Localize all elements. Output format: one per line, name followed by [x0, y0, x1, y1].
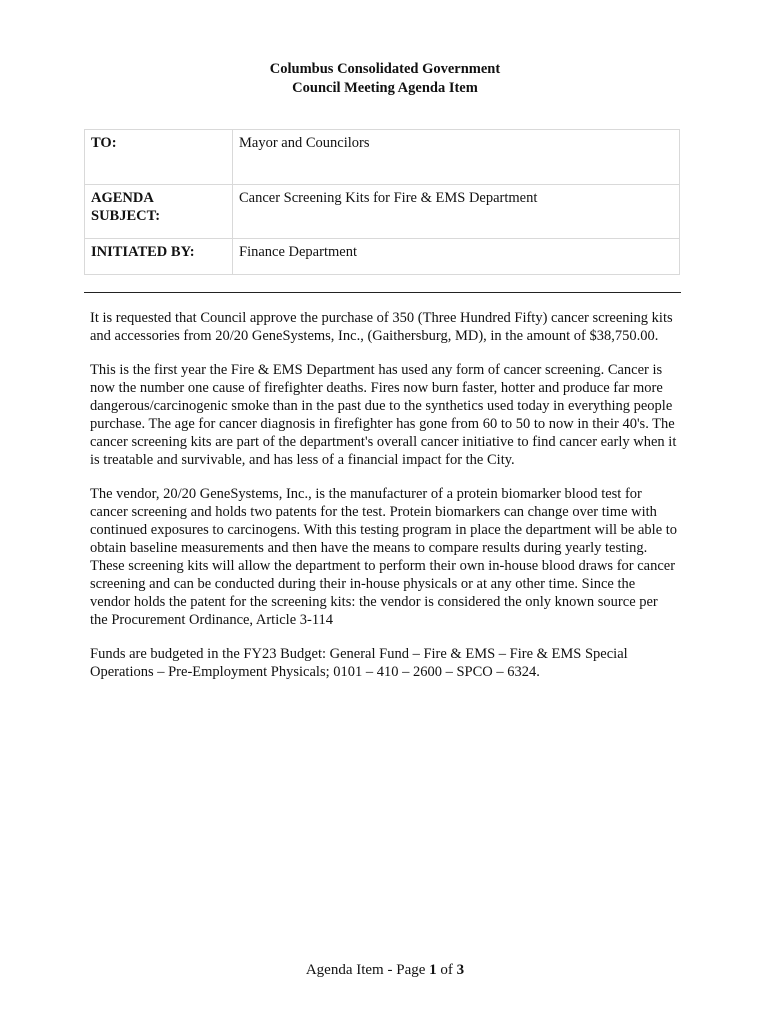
initiated-by-value: Finance Department: [239, 244, 357, 260]
to-value: Mayor and Councilors: [239, 135, 370, 151]
document-title: Council Meeting Agenda Item: [292, 80, 478, 96]
initiated-by-label: INITIATED BY:: [91, 244, 195, 260]
total-page-count: 3: [456, 962, 465, 978]
document-body: [90, 309, 678, 697]
footer-prefix: Agenda Item - Page: [305, 962, 430, 978]
document-header: [0, 60, 770, 98]
page-footer: [0, 960, 770, 980]
organization-title: Columbus Consolidated Government: [269, 61, 501, 77]
agenda-info-table: [84, 129, 680, 275]
body-paragraph-request: It is requested that Council approve the purchase of 350 (Three Hundred Fifty) cancer screening kits and accessories from 20/20 GeneSystems, Inc., (Gaithersburg, MD), in the amount of $38,750.00.: [90, 310, 673, 344]
body-paragraph-funding: Funds are budgeted in the FY23 Budget: General Fund – Fire & EMS – Fire & EMS Special Operations – Pre-Employment Physicals; 0101 – 410 – 2600 – SPCO – 6324.: [90, 646, 628, 680]
table-row-subject: [85, 185, 680, 239]
body-paragraph-background: This is the first year the Fire & EMS Department has used any form of cancer screening. Cancer is now the number one cause of firefighter deaths. Fires now burn faster, hotter and produce far more dangerous/carcinogenic smoke than in the past due to the synthetics used today in everything people purchase. The age for cancer diagnosis in firefighter has gone from 60 to 50 to now in their 40's. The cancer screening kits are part of the department's overall cancer initiative to find cancer early when it is treatable and survivable, and has less of a financial impact for the City.: [90, 362, 677, 468]
current-page-number: 1: [429, 962, 437, 978]
body-paragraph-vendor: The vendor, 20/20 GeneSystems, Inc., is the manufacturer of a protein biomarker blood test for cancer screening and holds two patents for the test. Protein biomarkers can change over time with continued exposures to carcinogens. With this testing program in place the department will be able to obtain baseline measurements and then have the means to compare results during yearly testing. These screening kits will allow the department to perform their own in-house blood draws for cancer screening and can be conducted during their in-house physicals or at any other time. Since the vendor holds the patent for the screening kits: the vendor is considered the only known source per the Procurement Ordinance, Article 3-114: [90, 486, 678, 628]
section-divider: [84, 292, 681, 293]
table-row-to: [85, 130, 680, 185]
to-label: TO:: [91, 135, 117, 151]
footer-of: of: [436, 962, 457, 978]
agenda-subject-value: Cancer Screening Kits for Fire & EMS Department: [239, 190, 538, 206]
agenda-subject-label: AGENDA SUBJECT:: [91, 190, 161, 224]
table-row-initiated-by: [85, 239, 680, 275]
